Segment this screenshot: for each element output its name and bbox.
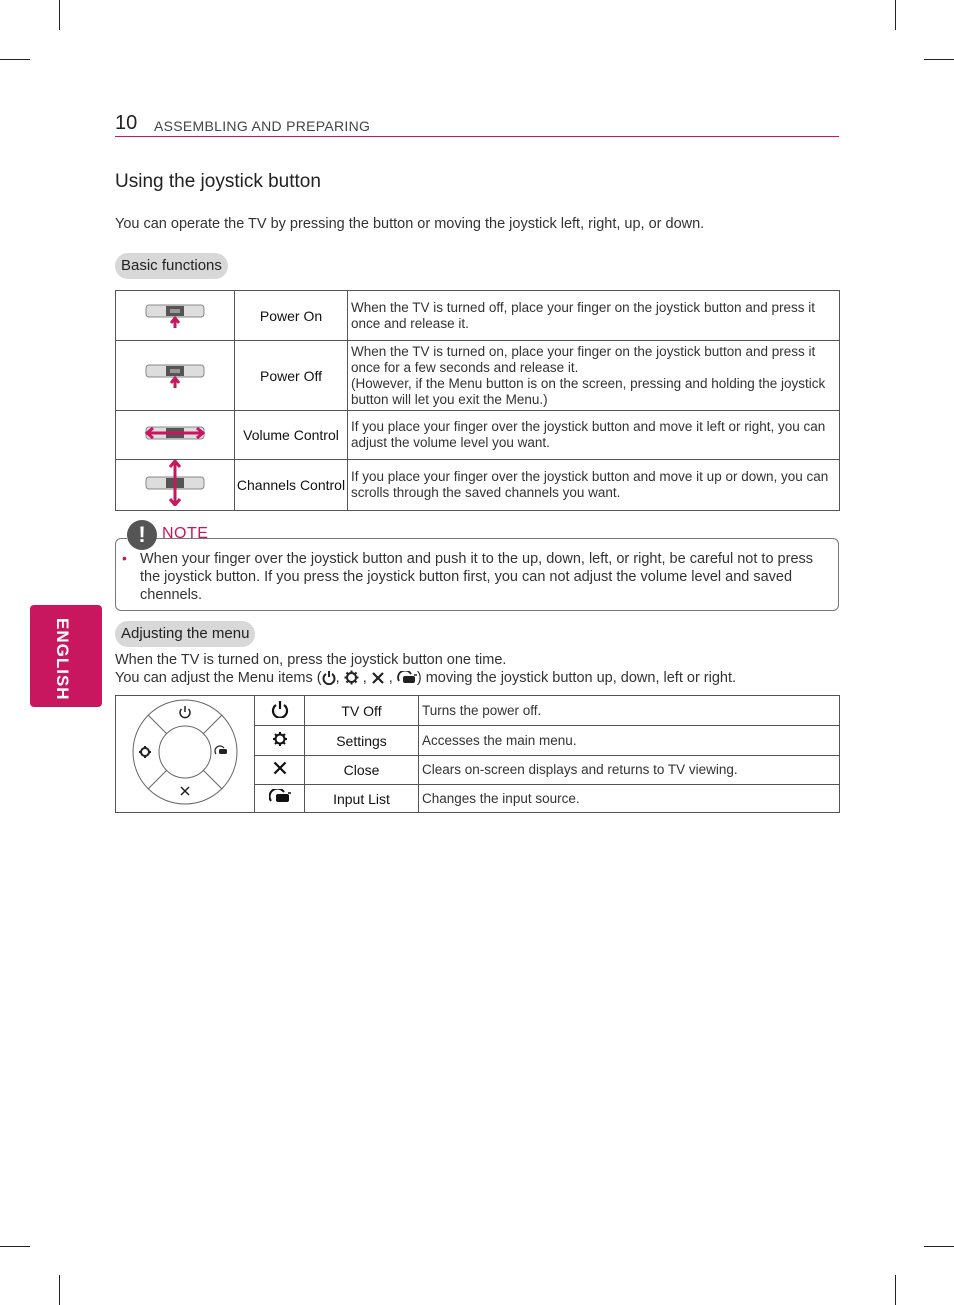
function-desc: When the TV is turned off, place your finger on the joystick button and press it once and release it. <box>348 291 840 341</box>
table-row <box>116 460 840 511</box>
function-desc: If you place your finger over the joystick button and move it left or right, you can adjust the volume level you want. <box>348 411 840 460</box>
menu-item-name: Settings <box>305 726 419 756</box>
menu-item-name: Close <box>305 756 419 785</box>
crop-mark <box>924 59 954 60</box>
menu-item-name: TV Off <box>305 696 419 726</box>
note-text: When your finger over the joystick button and push it to the up, down, left, or right, be careful not to press the joystick button. If you press the joystick button first, you can not adjust the volume level and saved chennels. <box>140 551 814 603</box>
table-row <box>116 696 840 726</box>
language-tab-label: ENGLISH <box>53 618 72 701</box>
joystick-press-icon <box>116 291 235 341</box>
input-icon <box>397 671 417 685</box>
table-row <box>116 291 840 341</box>
menu-item-desc: Turns the power off. <box>419 696 840 726</box>
close-icon <box>255 756 305 785</box>
function-desc: When the TV is turned on, place your finger on the joystick button and press it once for a few seconds and release it. (However, if the Menu button is on the screen, pressing and holding the joystick button will let you exit the Menu.) <box>348 341 840 411</box>
joystick-menu-diagram <box>116 696 255 813</box>
adjusting-menu-heading: Adjusting the menu <box>115 621 255 647</box>
joystick-up-down-icon <box>116 460 235 511</box>
menu-instructions-line2: You can adjust the Menu items ( , , , ) moving the joystick button up, down, left or right. <box>115 670 737 686</box>
bullet-icon: • <box>122 550 127 566</box>
function-name: Channels Control <box>235 460 348 511</box>
crop-mark <box>895 1275 896 1305</box>
section-title: ASSEMBLING AND PREPARING <box>154 118 371 134</box>
close-icon <box>371 671 385 685</box>
page-number: 10 <box>115 112 138 134</box>
function-name: Power On <box>235 291 348 341</box>
function-name: Volume Control <box>235 411 348 460</box>
crop-mark <box>59 0 60 30</box>
menu-items-table <box>115 695 840 813</box>
function-name: Power Off <box>235 341 348 411</box>
note-header <box>127 520 209 550</box>
basic-functions-heading: Basic functions <box>115 253 228 279</box>
input-icon <box>255 785 305 813</box>
table-row <box>116 341 840 411</box>
exclamation-icon: ! <box>127 520 157 550</box>
joystick-press-icon <box>116 341 235 411</box>
menu-item-name: Input List <box>305 785 419 813</box>
settings-icon <box>344 670 359 685</box>
crop-mark <box>0 1246 30 1247</box>
note-label: NOTE <box>162 525 209 542</box>
menu-line2-start: You can adjust the Menu items ( <box>115 670 322 686</box>
function-desc: If you place your finger over the joystick button and move it up or down, you can scrolls through the saved channels you want. <box>348 460 840 511</box>
joystick-left-right-icon <box>116 411 235 460</box>
crop-mark <box>895 0 896 30</box>
crop-mark <box>59 1275 60 1305</box>
joystick-menu-icon <box>130 697 240 807</box>
intro-text: You can operate the TV by pressing the button or moving the joystick left, right, up, or down. <box>115 216 705 232</box>
table-row <box>116 411 840 460</box>
menu-line2-end: ) moving the joystick button up, down, left or right. <box>416 670 737 686</box>
page-header <box>115 112 839 137</box>
crop-mark <box>0 59 30 60</box>
basic-functions-table <box>115 290 840 511</box>
menu-instructions-line1: When the TV is turned on, press the joystick button one time. <box>115 652 507 668</box>
power-icon <box>255 696 305 726</box>
page-title: Using the joystick button <box>115 171 321 192</box>
crop-mark <box>924 1246 954 1247</box>
menu-item-desc: Clears on-screen displays and returns to TV viewing. <box>419 756 840 785</box>
power-icon <box>322 670 336 685</box>
menu-item-desc: Accesses the main menu. <box>419 726 840 756</box>
settings-icon <box>255 726 305 756</box>
menu-item-desc: Changes the input source. <box>419 785 840 813</box>
